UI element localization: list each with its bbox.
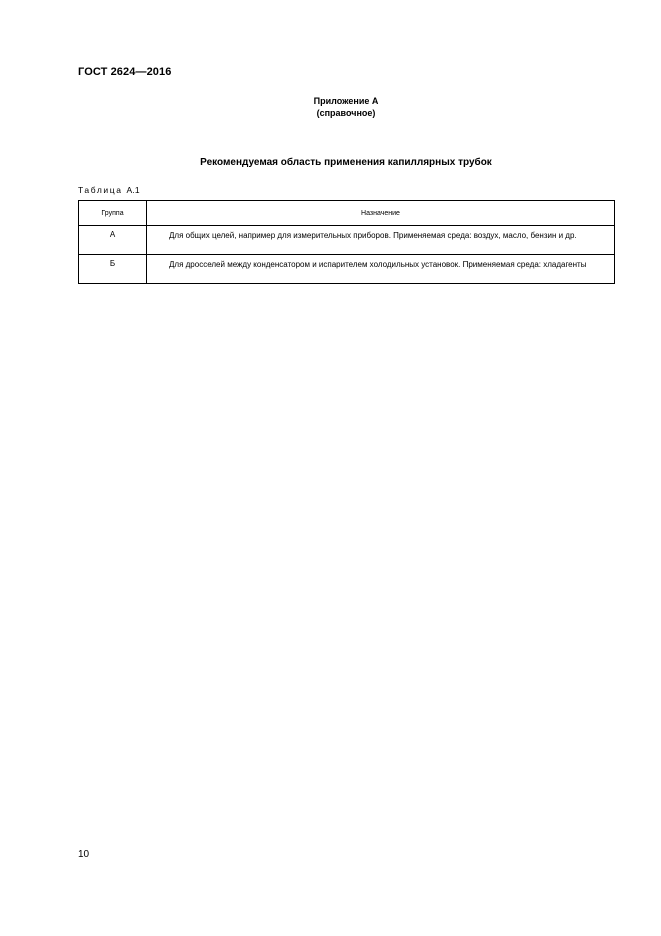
cell-purpose-text: Для общих целей, например для измерительных приборов. Применяемая среда: воздух, масло, бензин и др.: [169, 231, 577, 240]
purpose-table: [78, 200, 615, 284]
page-number: 10: [78, 849, 90, 860]
standard-header: ГОСТ 2624—2016: [78, 66, 172, 78]
table-caption-word: Таблица: [78, 185, 123, 195]
appendix-title: Приложение А: [313, 96, 379, 106]
table-row: [79, 255, 615, 284]
cell-purpose-text: Для дросселей между конденсатором и испарителем холодильных установок. Применяемая среда: хладагенты: [169, 260, 587, 269]
table-caption: [78, 185, 140, 195]
table-row: [79, 226, 615, 255]
column-header-purpose: Назначение: [147, 201, 615, 226]
cell-group: Б: [79, 255, 147, 284]
cell-purpose: [147, 226, 615, 255]
table-header-row: [79, 201, 615, 226]
section-title: Рекомендуемая область применения капиллярных трубок: [200, 157, 492, 168]
appendix-heading: [0, 95, 661, 119]
appendix-subtitle: (справочное): [316, 108, 376, 118]
cell-group: А: [79, 226, 147, 255]
column-header-group: Группа: [79, 201, 147, 226]
cell-purpose: [147, 255, 615, 284]
table-caption-number: А.1: [126, 185, 140, 195]
